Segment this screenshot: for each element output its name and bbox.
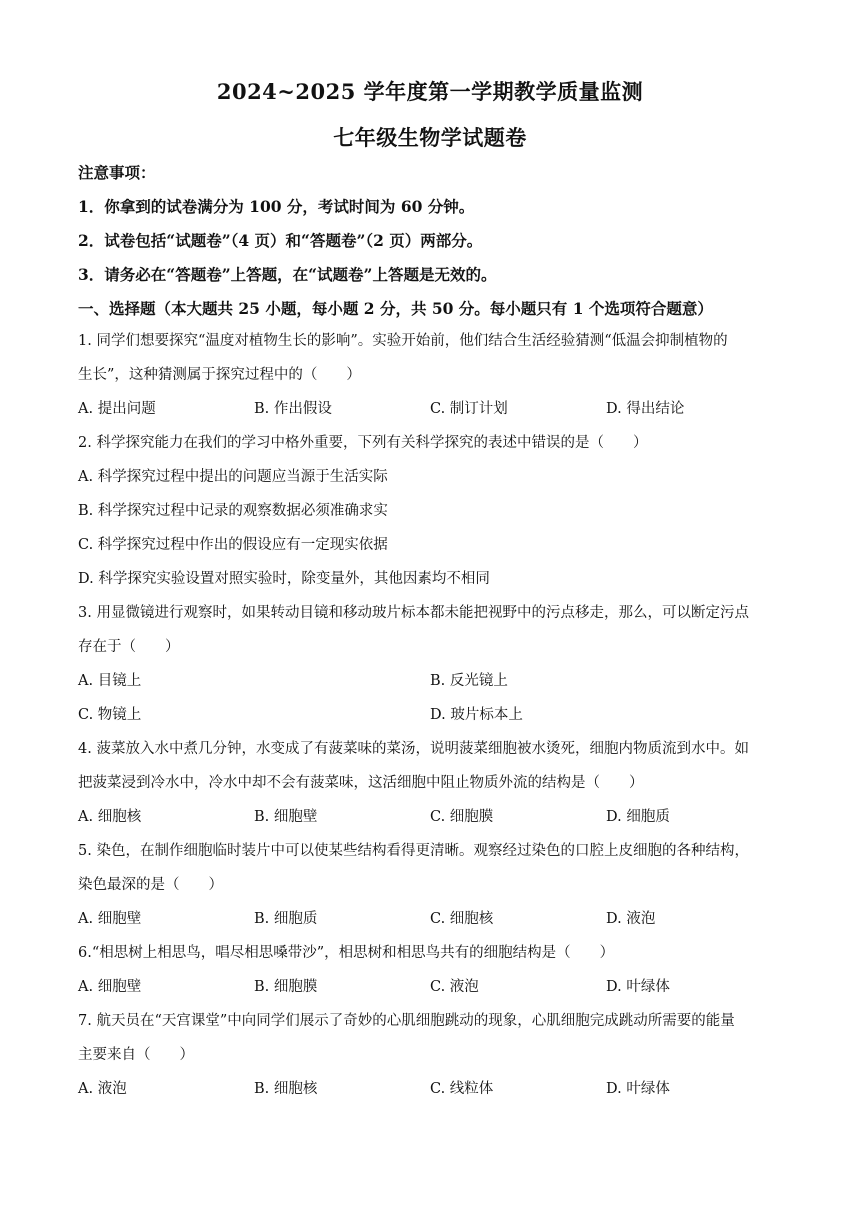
question-6-stem: 6.“相思树上相思鸟，唱尽相思嗓带沙”，相思树和相思鸟共有的细胞结构是（ ） bbox=[78, 945, 615, 961]
question-3-option-a: A. 目镜上 bbox=[78, 673, 142, 689]
question-3-stem: 存在于（ ） bbox=[78, 639, 180, 655]
question-6-option-a: A. 细胞壁 bbox=[78, 979, 142, 995]
question-6-option-b: B. 细胞膜 bbox=[254, 979, 318, 995]
question-7-option-c: C. 线粒体 bbox=[430, 1081, 494, 1097]
question-7-option-d: D. 叶绿体 bbox=[606, 1081, 670, 1097]
question-1-stem: 1. 同学们想要探究“温度对植物生长的影响”。实验开始前，他们结合生活经验猜测“低温会抑制植物的 bbox=[78, 333, 728, 349]
question-7-stem: 主要来自（ ） bbox=[78, 1047, 194, 1063]
note-item: 3．请务必在“答题卷”上答题，在“试题卷”上答题是无效的。 bbox=[78, 265, 497, 284]
question-4-option-b: B. 细胞壁 bbox=[254, 809, 318, 825]
question-3-option-d: D. 玻片标本上 bbox=[430, 707, 523, 723]
question-5-option-d: D. 液泡 bbox=[606, 911, 656, 927]
question-4-stem: 4. 菠菜放入水中煮几分钟，水变成了有菠菜味的菜汤，说明菠菜细胞被水烫死，细胞内物质流到水中。如 bbox=[78, 741, 749, 757]
question-1-stem: 生长”，这种猜测属于探究过程中的（ ） bbox=[78, 367, 361, 383]
question-3-option-b: B. 反光镜上 bbox=[430, 673, 508, 689]
question-5-option-a: A. 细胞壁 bbox=[78, 911, 142, 927]
question-2-option-c: C. 科学探究过程中作出的假设应有一定现实依据 bbox=[78, 537, 388, 553]
question-6-option-c: C. 液泡 bbox=[430, 979, 479, 995]
question-3-option-c: C. 物镜上 bbox=[78, 707, 142, 723]
question-5-stem: 染色最深的是（ ） bbox=[78, 877, 223, 893]
question-4-stem: 把菠菜浸到冷水中，冷水中却不会有菠菜味，这活细胞中阻止物质外流的结构是（ ） bbox=[78, 775, 644, 791]
question-1-option-c: C. 制订计划 bbox=[430, 401, 508, 417]
question-5-stem: 5. 染色，在制作细胞临时装片中可以使某些结构看得更清晰。观察经过染色的口腔上皮细胞的各种结构， bbox=[78, 843, 749, 859]
exam-title: 2024~2025 学年度第一学期教学质量监测 bbox=[216, 79, 644, 104]
notes-heading: 注意事项： bbox=[78, 163, 156, 182]
question-6-option-d: D. 叶绿体 bbox=[606, 979, 670, 995]
exam-subtitle: 七年级生物学试题卷 bbox=[333, 125, 527, 150]
question-5-option-b: B. 细胞质 bbox=[254, 911, 318, 927]
section-heading: 一、选择题（本大题共 25 小题，每小题 2 分，共 50 分。每小题只有 1 个选项符合题意） bbox=[78, 299, 713, 318]
question-3-stem: 3. 用显微镜进行观察时，如果转动目镜和移动玻片标本都未能把视野中的污点移走，那么，可以断定污点 bbox=[78, 605, 749, 621]
question-5-option-c: C. 细胞核 bbox=[430, 911, 494, 927]
question-7-option-a: A. 液泡 bbox=[78, 1081, 127, 1097]
question-4-option-d: D. 细胞质 bbox=[606, 809, 670, 825]
question-2-option-d: D. 科学探究实验设置对照实验时，除变量外，其他因素均不相同 bbox=[78, 571, 490, 587]
question-2-option-a: A. 科学探究过程中提出的问题应当源于生活实际 bbox=[78, 469, 388, 485]
note-item: 2．试卷包括“试题卷”（4 页）和“答题卷”（2 页）两部分。 bbox=[78, 231, 483, 250]
question-4-option-c: C. 细胞膜 bbox=[430, 809, 494, 825]
question-4-option-a: A. 细胞核 bbox=[78, 809, 142, 825]
question-2-option-b: B. 科学探究过程中记录的观察数据必须准确求实 bbox=[78, 503, 388, 519]
question-2-stem: 2. 科学探究能力在我们的学习中格外重要，下列有关科学探究的表述中错误的是（ ） bbox=[78, 435, 648, 451]
question-1-option-d: D. 得出结论 bbox=[606, 401, 685, 417]
question-7-stem: 7. 航天员在“天宫课堂”中向同学们展示了奇妙的心肌细胞跳动的现象，心肌细胞完成跳动所需要的能量 bbox=[78, 1013, 735, 1029]
question-7-option-b: B. 细胞核 bbox=[254, 1081, 318, 1097]
question-1-option-a: A. 提出问题 bbox=[78, 401, 156, 417]
note-item: 1．你拿到的试卷满分为 100 分，考试时间为 60 分钟。 bbox=[78, 197, 475, 216]
question-1-option-b: B. 作出假设 bbox=[254, 401, 332, 417]
